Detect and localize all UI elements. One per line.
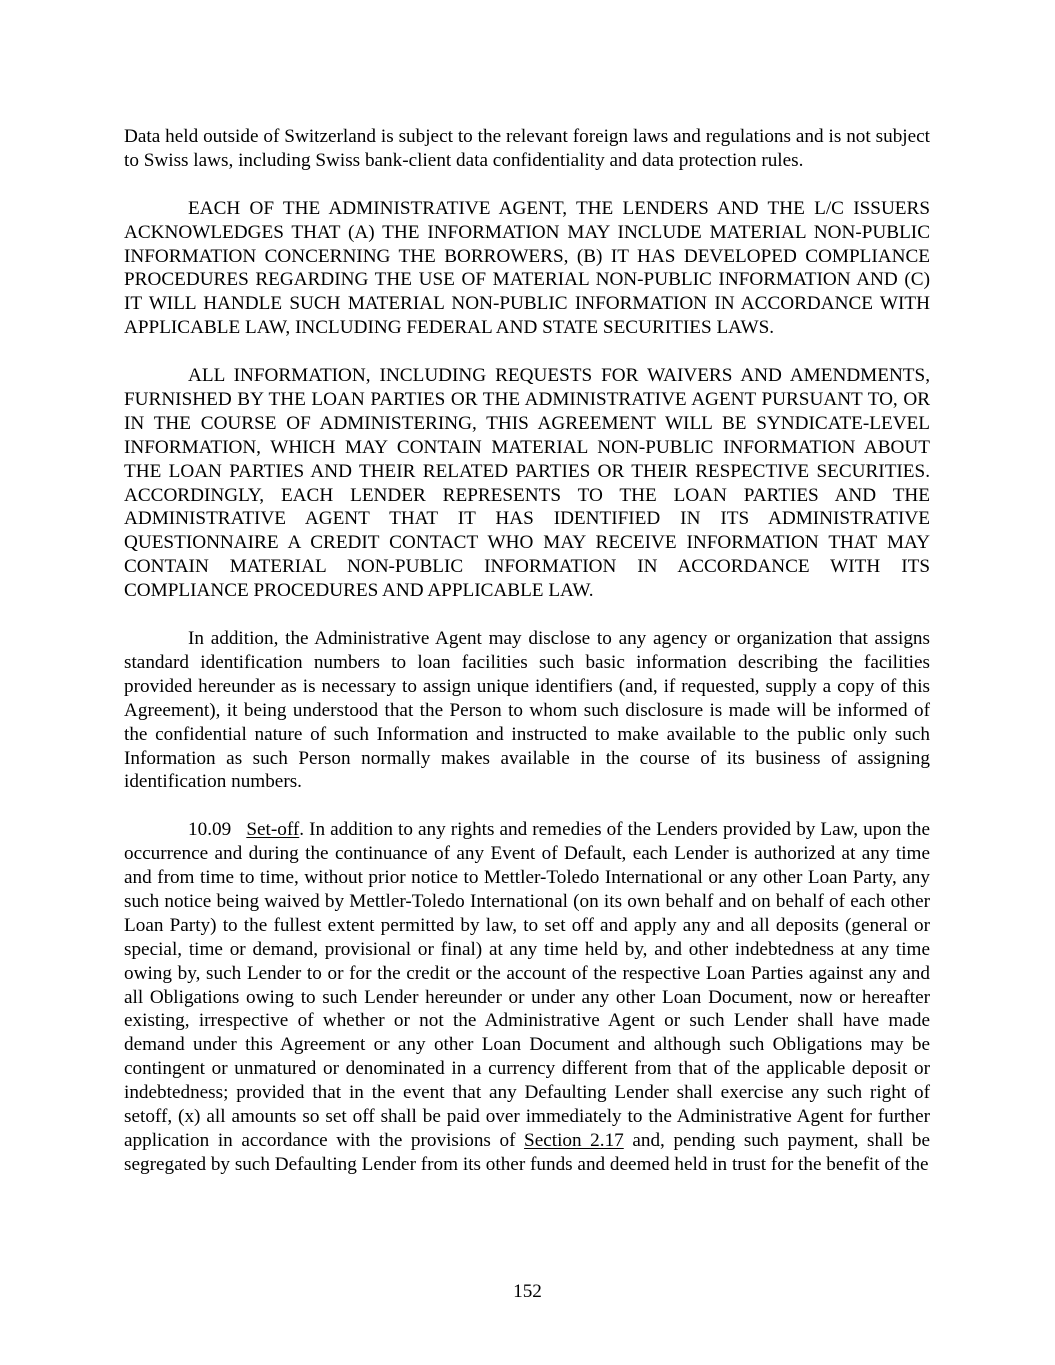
- paragraph-syndicate-information: ALL INFORMATION, INCLUDING REQUESTS FOR WAIVERS AND AMENDMENTS, FURNISHED BY THE LOAN PARTIES OR THE ADMINISTRATIVE AGENT PURSUANT TO, OR IN THE COURSE OF ADMINISTERING, THIS AGREEMENT WILL BE SYNDICATE-LEVEL INFORMATION, WHICH MAY CONTAIN MATERIAL NON-PUBLIC INFORMATION ABOUT THE LOAN PARTIES AND THEIR RELATED PARTIES OR THEIR RESPECTIVE SECURITIES. ACCORDINGLY, EACH LENDER REPRESENTS TO THE LOAN PARTIES AND THE ADMINISTRATIVE AGENT THAT IT HAS IDENTIFIED IN ITS ADMINISTRATIVE QUESTIONNAIRE A CREDIT CONTACT WHO MAY RECEIVE INFORMATION THAT MAY CONTAIN MATERIAL NON-PUBLIC INFORMATION IN ACCORDANCE WITH ITS COMPLIANCE PROCEDURES AND APPLICABLE LAW.: [124, 365, 930, 602]
- section-body-part2: and, pending such payment, shall be segregated by such Defaulting Lender from its other funds and deemed held in trust for the benefit of the: [124, 1130, 930, 1175]
- paragraph-identification-numbers: In addition, the Administrative Agent may disclose to any agency or organization that assigns standard identification numbers to loan facilities such basic information describing the facilities provided hereunder as is necessary to assign unique identifiers (and, if requested, supply a copy of this Agreement), it being understood that the Person to whom such disclosure is made will be informed of the confidential nature of such Information and instructed to make available to the public only such Information as such Person normally makes available in the course of its business of assigning identification numbers.: [124, 627, 930, 793]
- document-body: [124, 125, 930, 1177]
- paragraph-swiss-data: Data held outside of Switzerland is subject to the relevant foreign laws and regulations and is not subject to Swiss laws, including Swiss bank-client data confidentiality and data protection rules.: [124, 126, 930, 171]
- section-body-part1: . In addition to any rights and remedies of the Lenders provided by Law, upon the occurrence and during the continuance of any Event of Default, each Lender is authorized at any time and from time to time, without prior notice to Mettler-Toledo International or any other Loan Party, any such notice being waived by Mettler-Toledo International (on its own behalf and on behalf of each other Loan Party) to the fullest extent permitted by law, to set off and apply any and all deposits (general or special, time or demand, provisional or final) at any time held by, and other indebtedness at any time owing by, such Lender to or for the credit or the account of the respective Loan Parties against any and all Obligations owing to such Lender hereunder or under any other Loan Document, now or hereafter existing, irrespective of whether or not the Administrative Agent or such Lender shall have made demand under this Agreement or any other Loan Document and although such Obligations may be contingent or unmatured or denominated in a currency different from that of the applicable deposit or indebtedness; provided that in the event that any Defaulting Lender shall exercise any such right of setoff, (x) all amounts so set off shall be paid over immediately to the Administrative Agent for further application in accordance with the provisions of: [124, 819, 930, 1151]
- section-10-09-set-off: [124, 818, 930, 1177]
- page-number: 152: [513, 1281, 542, 1302]
- section-number: 10.09: [188, 819, 232, 841]
- section-heading: Set-off: [246, 819, 300, 841]
- section-2-17-reference: Section 2.17: [524, 1130, 624, 1151]
- paragraph-mnpi-acknowledgement: EACH OF THE ADMINISTRATIVE AGENT, THE LENDERS AND THE L/C ISSUERS ACKNOWLEDGES THAT (A) THE INFORMATION MAY INCLUDE MATERIAL NON-PUBLIC INFORMATION CONCERNING THE BORROWERS, (B) IT HAS DEVELOPED COMPLIANCE PROCEDURES REGARDING THE USE OF MATERIAL NON-PUBLIC INFORMATION AND (C) IT WILL HANDLE SUCH MATERIAL NON-PUBLIC INFORMATION IN ACCORDANCE WITH APPLICABLE LAW, INCLUDING FEDERAL AND STATE SECURITIES LAWS.: [124, 197, 930, 339]
